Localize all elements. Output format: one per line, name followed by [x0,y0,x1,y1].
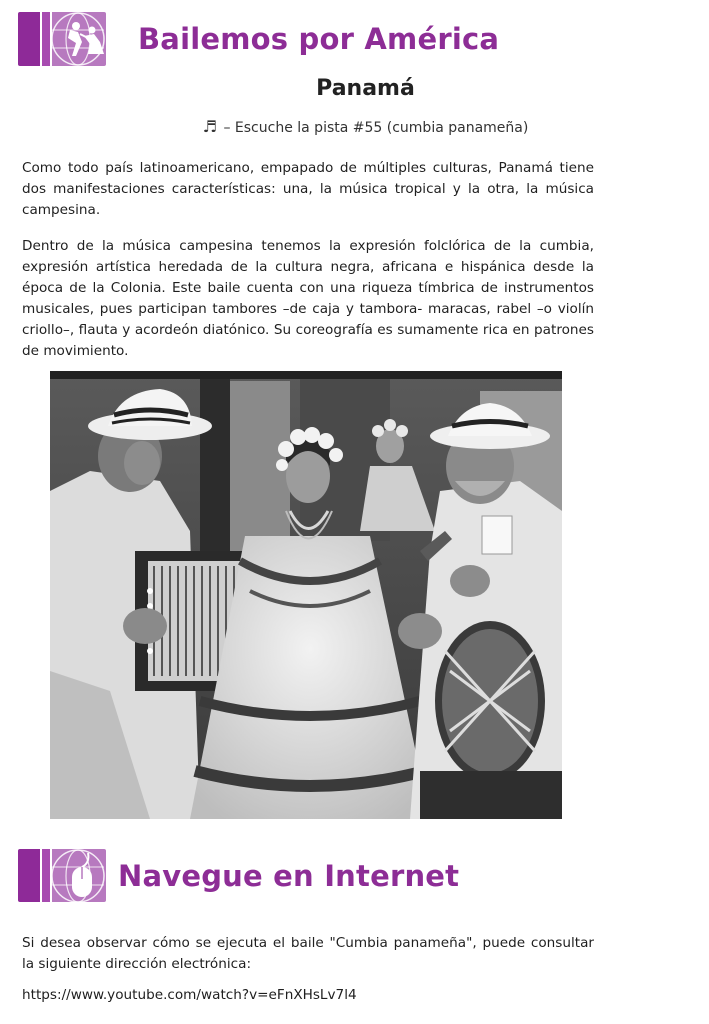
paragraph-intro: Como todo país latinoamericano, empapado de múltiples culturas, Panamá tiene dos manifestaciones características: una, la música tropical y la otra, la música campesina. [22,160,594,218]
section-title-navegue: Navegue en Internet [118,858,460,893]
track-note-text: – Escuche la pista #55 (cumbia panameña) [223,120,529,136]
computer-mouse-icon [18,849,106,902]
section-header-bailemos [18,12,499,66]
paragraph-cumbia: Dentro de la música campesina tenemos la expresión folclórica de la cumbia, expresión artística heredada de la cultura negra, africana e hispánica desde la época de la Colonia. Este baile cuenta con una riqueza tímbrica de instrumentos musicales, pues participan tambores –de caja y tambora- maracas, rabel –o violín criollo–, flauta y acordeón diatónico. Su coreografía es sumamente rica en patrones de movimiento. [22,238,594,359]
youtube-link[interactable]: https://www.youtube.com/watch?v=eFnXHsLv7l4 [22,987,357,1003]
page-subtitle: Panamá [316,76,415,101]
music-note-icon: ♬ [202,117,218,136]
track-note [0,117,709,136]
section-title-bailemos: Bailemos por América [138,22,500,56]
dancing-couple-icon [18,12,106,66]
panamanian-folk-musicians-and-dancer-photo [50,371,562,819]
section-header-navegue [18,849,459,902]
paragraph-internet: Si desea observar cómo se ejecuta el baile "Cumbia panameña", puede consultar la siguiente dirección electrónica: [22,935,594,972]
